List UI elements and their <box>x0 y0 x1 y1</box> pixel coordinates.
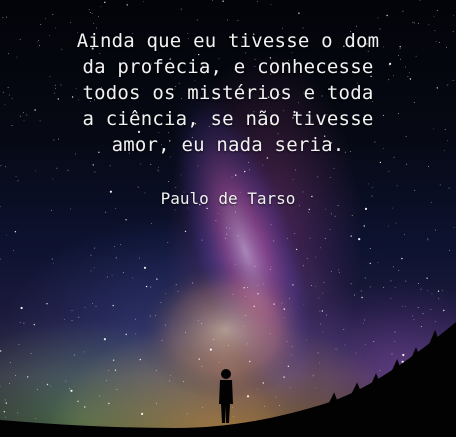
quote-line: amor, eu nada seria. <box>111 134 345 156</box>
quote-text <box>0 28 456 158</box>
quote-line: Ainda que eu tivesse o dom <box>76 30 380 52</box>
quote-author: Paulo de Tarso <box>160 189 296 208</box>
person-silhouette <box>219 369 233 423</box>
quote-line: da profecia, e conhecesse <box>82 56 374 78</box>
quote-line: todos os mistérios e toda <box>82 82 374 104</box>
quote-line: a ciência, se não tivesse <box>82 108 374 130</box>
